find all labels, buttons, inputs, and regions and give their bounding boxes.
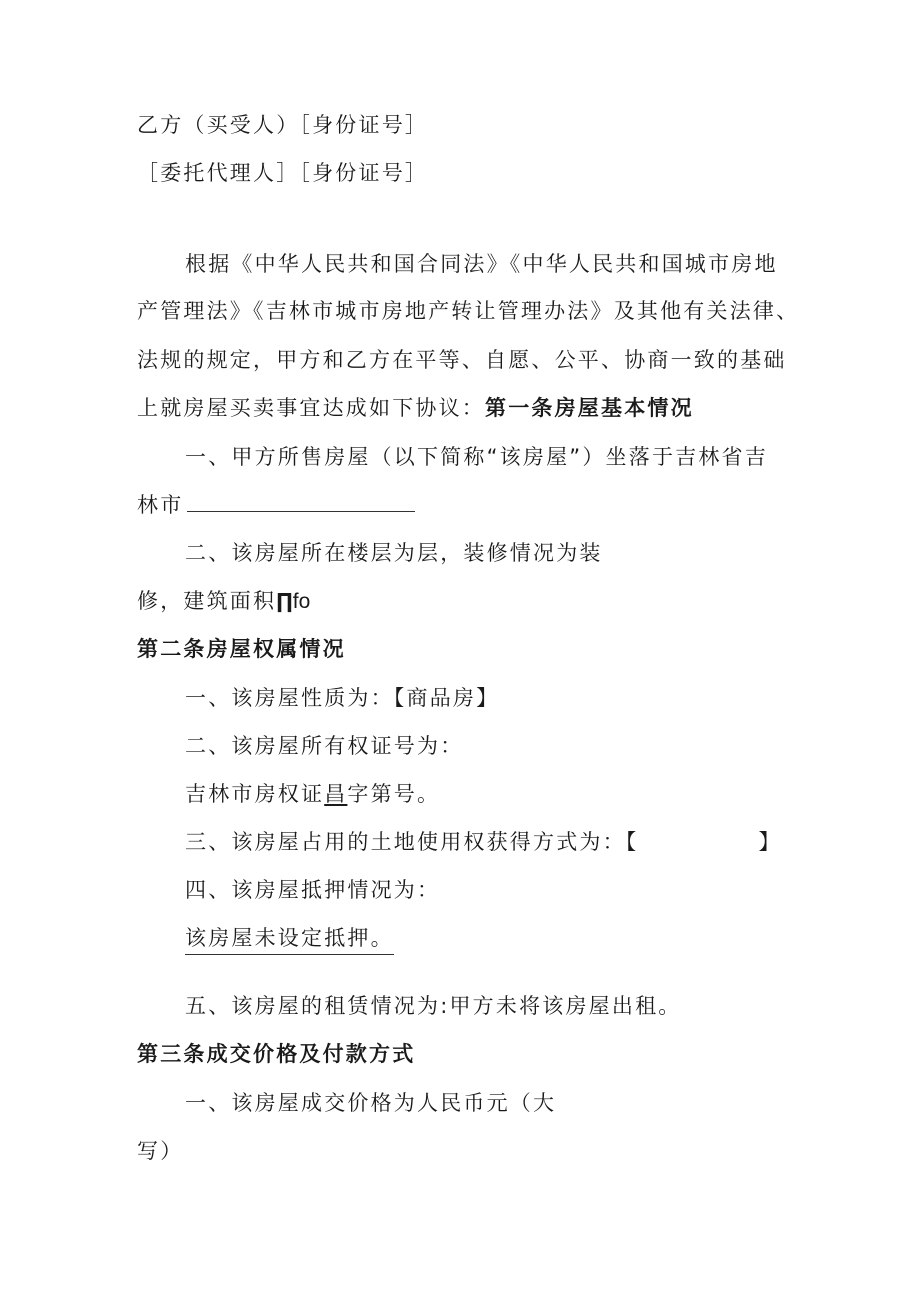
mortgage-status: 该房屋未设定抵押。 [185,923,394,955]
party-b-line: 乙方（买受人）［身份证号］ [137,113,429,137]
article-1-item-1-line-2 [137,490,415,520]
article-1-item-1-line-1: 一、甲方所售房屋（以下简称“该房屋”）坐落于吉林省吉 [185,445,768,469]
area-suffix: fo [292,590,311,613]
article-1-title: 第一条房屋基本情况 [485,396,694,420]
preamble-line-1: 根据《中华人民共和国合同法》《中华人民共和国城市房地 [185,252,778,276]
article-2-item-1: 一、该房屋性质为：【商品房】 [185,686,500,710]
article-2-item-3 [185,827,782,857]
article-2-item-5: 五、该房屋的租赁情况为:甲方未将该房屋出租。 [185,994,682,1018]
article-1-item-2-line-1: 二、该房屋所在楼层为层，装修情况为装 [185,541,603,565]
article-3-title: 第三条成交价格及付款方式 [137,1042,416,1066]
certificate-underlined-char: 昌 [324,782,348,806]
land-use-close: 】 [758,830,782,854]
article-3-item-1-line-2: 写） [137,1139,184,1163]
preamble-line-3: 法规的规定，甲方和乙方在平等、自愿、公平、协商一致的基础 [137,348,787,372]
preamble-line-4-text: 上就房屋买卖事宜达成如下协议： [137,396,485,420]
area-symbol: ∏ [276,589,293,613]
area-text: 修，建筑面积 [137,589,277,613]
certificate-number-line [185,779,440,809]
article-1-item-2-line-2 [137,586,310,617]
article-2-item-2: 二、该房屋所有权证号为： [185,734,464,758]
preamble-line-2: 产管理法》《吉林市城市房地产转让管理办法》及其他有关法律、 [137,299,800,323]
mortgage-status-line [185,923,394,955]
certificate-suffix: 字第号。 [347,782,441,806]
article-3-item-1-line-1: 一、该房屋成交价格为人民币元（大 [185,1091,557,1115]
article-2-item-4: 四、该房屋抵押情况为： [185,878,441,902]
land-use-text: 三、该房屋占用的土地使用权获得方式为：【 [185,830,639,854]
location-blank [187,491,415,512]
certificate-prefix: 吉林市房权证 [185,782,325,806]
location-city: 林市 [137,493,184,517]
article-2-title: 第二条房屋权属情况 [137,637,346,661]
agent-line: ［委托代理人］［身份证号］ [137,161,429,185]
preamble-line-4 [137,393,694,423]
